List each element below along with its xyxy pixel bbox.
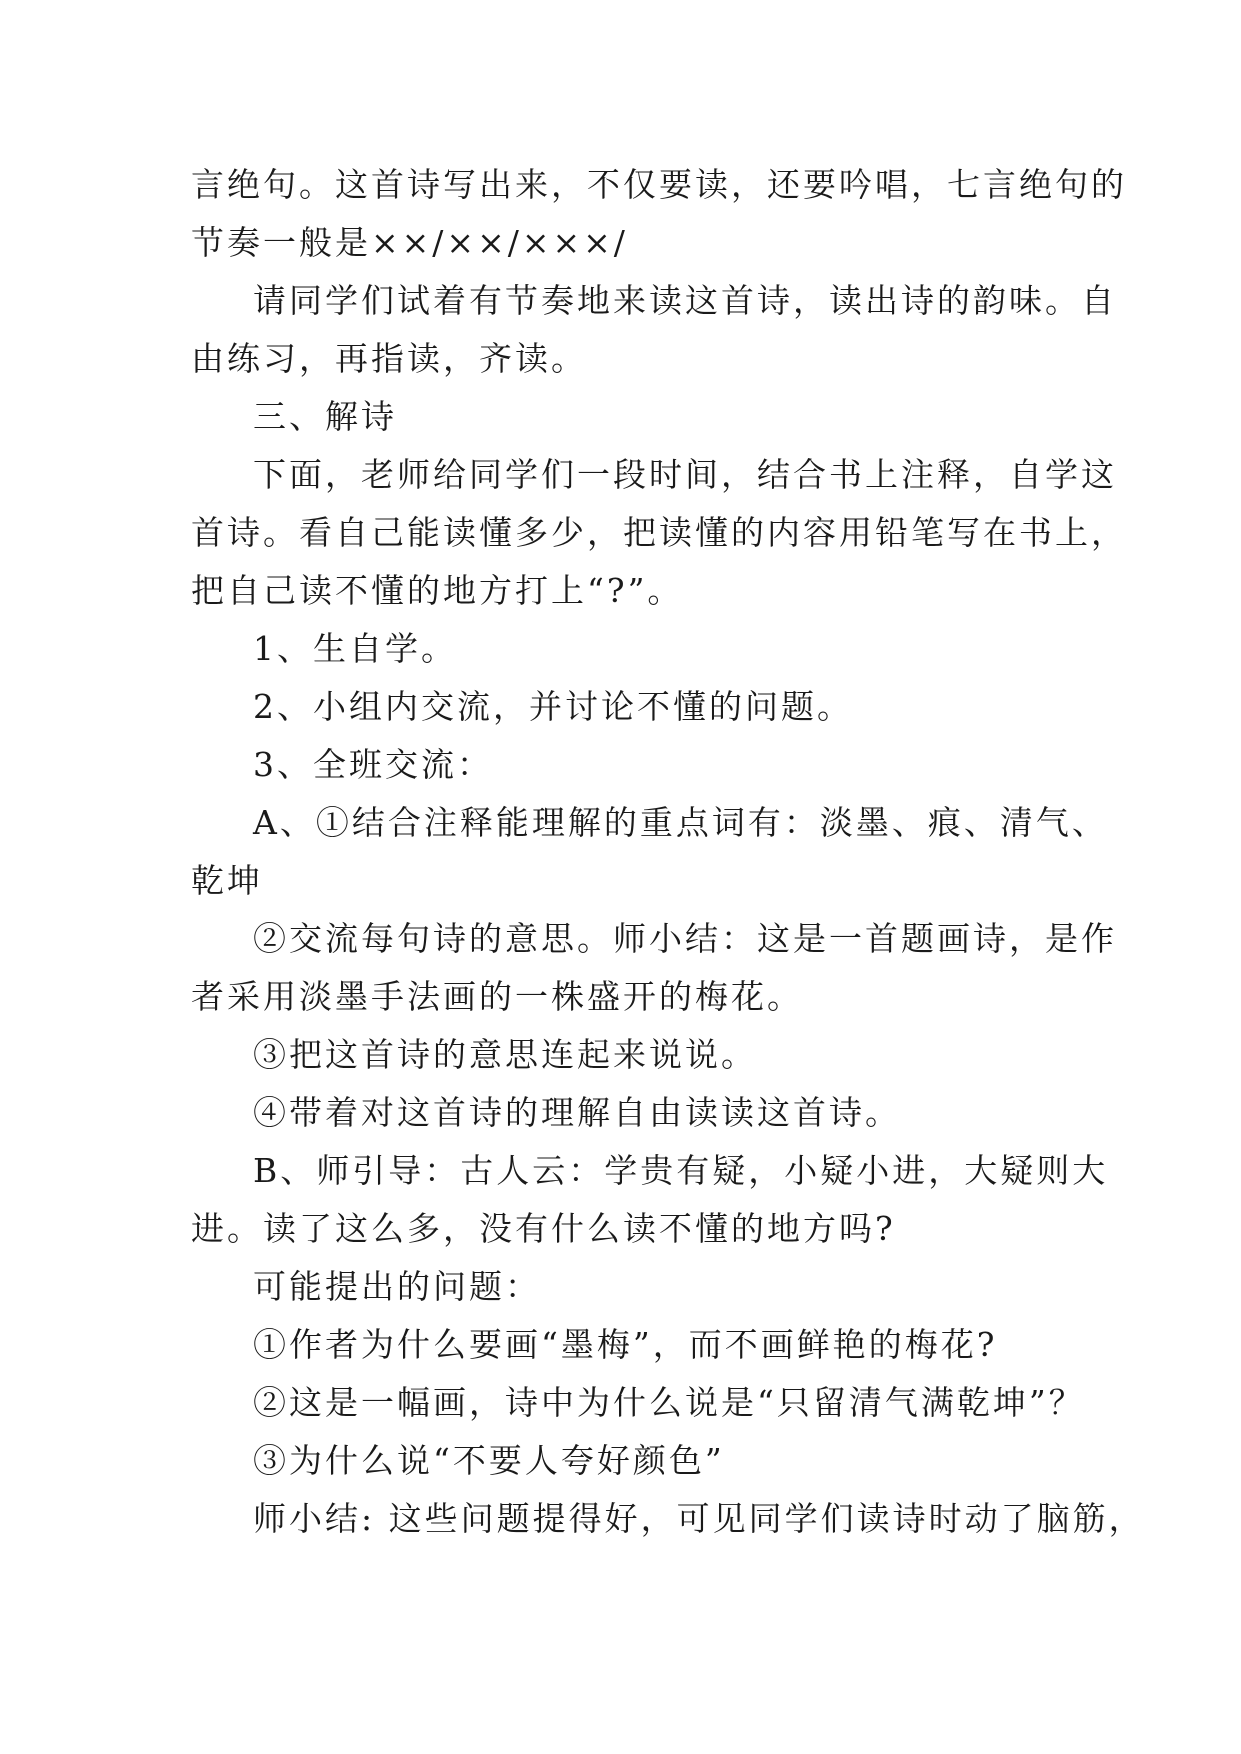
paragraph-line: 言绝句。这首诗写出来，不仅要读，还要吟唱，七言绝句的 bbox=[191, 165, 1127, 204]
paragraph-line: A、①结合注释能理解的重点词有：淡墨、痕、清气、 bbox=[253, 803, 1108, 842]
paragraph-line: 节奏一般是××/××/×××/ bbox=[191, 223, 628, 262]
list-item: 1、生自学。 bbox=[253, 629, 457, 668]
paragraph-line: 师小结: 这些问题提得好，可见同学们读诗时动了脑筋， bbox=[253, 1499, 1145, 1538]
paragraph-line: 下面，老师给同学们一段时间，结合书上注释，自学这 bbox=[253, 455, 1117, 494]
document-body bbox=[191, 156, 1145, 1548]
paragraph-line: ③把这首诗的意思连起来说说。 bbox=[253, 1035, 757, 1074]
paragraph-line: 请同学们试着有节奏地来读这首诗，读出诗的韵味。自 bbox=[253, 281, 1117, 320]
paragraph-line: 把自己读不懂的地方打上“?”。 bbox=[191, 571, 684, 610]
question-item: ②这是一幅画，诗中为什么说是“只留清气满乾坤”？ bbox=[253, 1383, 1085, 1422]
paragraph-line: B、师引导：古人云：学贵有疑，小疑小进，大疑则大 bbox=[253, 1151, 1109, 1190]
paragraph-line: 者采用淡墨手法画的一株盛开的梅花。 bbox=[191, 977, 803, 1016]
paragraph-line: 可能提出的问题： bbox=[253, 1267, 541, 1306]
paragraph-line: ④带着对这首诗的理解自由读读这首诗。 bbox=[253, 1093, 901, 1132]
paragraph-line: 首诗。看自己能读懂多少，把读懂的内容用铅笔写在书上， bbox=[191, 513, 1127, 552]
list-item: 2、小组内交流，并讨论不懂的问题。 bbox=[253, 687, 853, 726]
paragraph-line: 由练习，再指读，齐读。 bbox=[191, 339, 587, 378]
question-item: ①作者为什么要画“墨梅”，而不画鲜艳的梅花? bbox=[253, 1325, 998, 1364]
paragraph-line: ②交流每句诗的意思。师小结：这是一首题画诗，是作 bbox=[253, 919, 1117, 958]
list-item: 3、全班交流： bbox=[253, 745, 493, 784]
paragraph-line: 乾坤 bbox=[191, 861, 263, 900]
paragraph-line: 进。读了这么多，没有什么读不懂的地方吗? bbox=[191, 1209, 896, 1248]
question-item: ③为什么说“不要人夸好颜色” bbox=[253, 1441, 725, 1480]
section-heading: 三、解诗 bbox=[253, 397, 397, 436]
